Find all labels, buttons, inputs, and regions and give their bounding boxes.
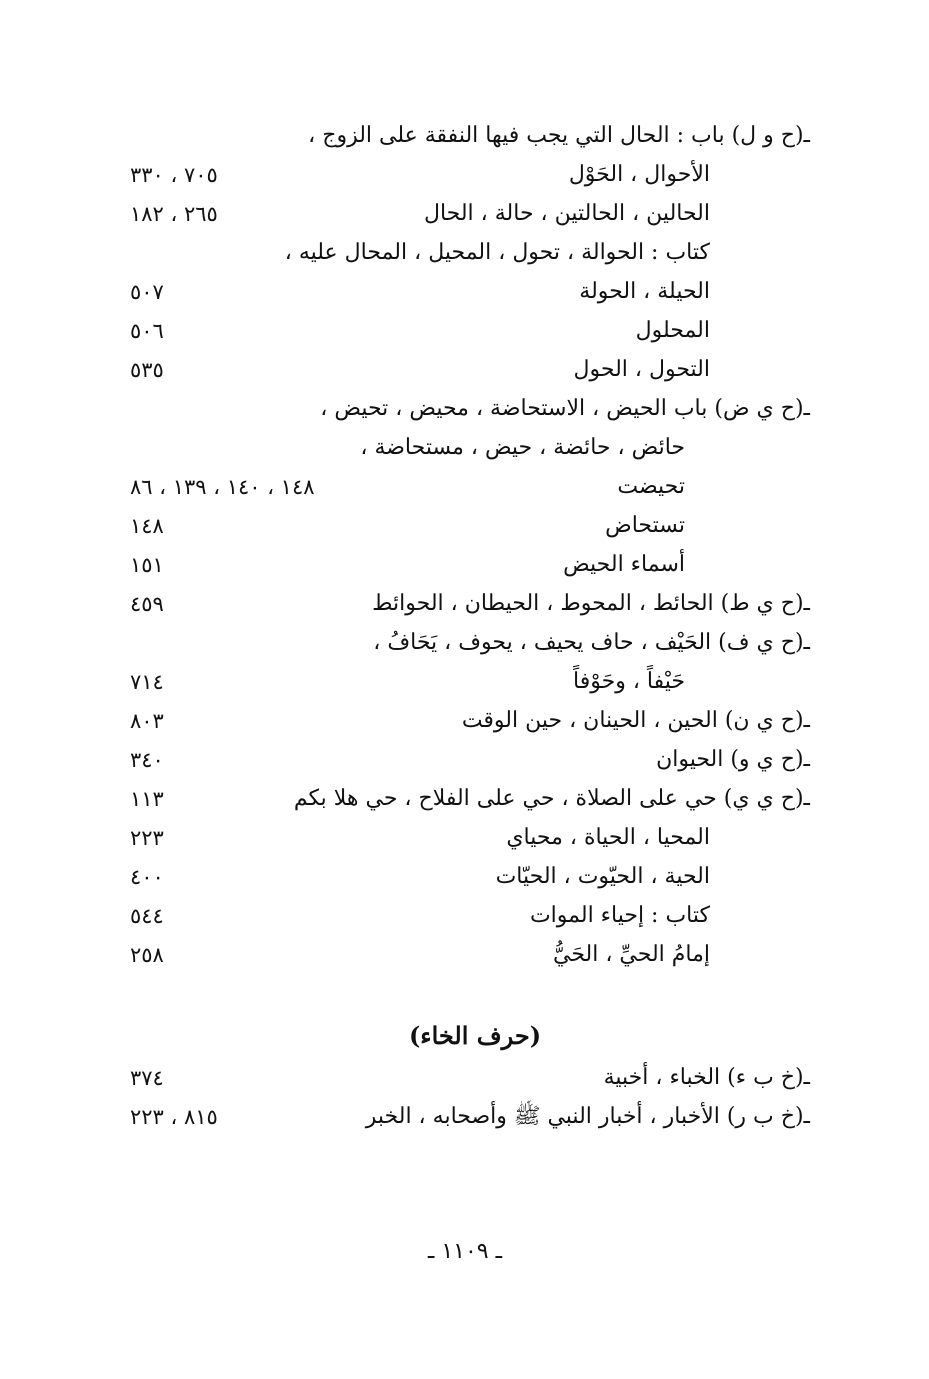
entry-text: إمامُ الحيِّ ، الحَيُّ: [552, 942, 710, 967]
entry-pages: ٨٠٣: [130, 709, 164, 733]
index-entry: [120, 469, 820, 507]
entry-pages: ٣٧٤: [130, 1066, 164, 1090]
entry-text: ـ(ح ي ط) الحائط ، المحوط ، الحيطان ، الحوائط: [372, 591, 810, 616]
entry-text: الأحوال ، الحَوْل: [568, 162, 710, 187]
entry-text: ـ(ح ي ي) حي على الصلاة ، حي على الفلاح ، حي هلا بكم: [293, 786, 810, 811]
page-number: ـ ١١٠٩ ـ: [427, 1239, 503, 1264]
index-entry: [120, 430, 820, 468]
entry-pages: ٤٥٩: [130, 592, 164, 616]
entry-pages: ٤٠٠: [130, 865, 164, 889]
entry-text: المحيا ، الحياة ، محياي: [506, 825, 710, 850]
entry-text: ـ(ح ي ن) الحين ، الحينان ، حين الوقت: [461, 708, 810, 733]
entry-pages: ٥٠٦: [130, 319, 164, 343]
entry-text: تستحاض: [605, 513, 685, 538]
index-entry: [120, 898, 820, 936]
entry-pages: ٢٥٨: [130, 943, 164, 967]
entry-pages: ١١٣: [130, 787, 164, 811]
index-entry: [120, 742, 820, 780]
index-entry: [120, 937, 820, 975]
entry-pages: ٧٠٥ ، ٣٣٠: [130, 163, 218, 187]
entry-text: المحلول: [635, 318, 710, 343]
index-entry: [120, 235, 820, 273]
entry-pages: ٧١٤: [130, 670, 164, 694]
entry-pages: ١٥١: [130, 553, 164, 577]
index-entry: [120, 703, 820, 741]
entry-pages: ٨١٥ ، ٢٢٣: [130, 1105, 218, 1129]
entry-text: ـ(خ ب ر) الأخبار ، أخبار النبي ﷺ وأصحابه ، الخبر: [365, 1104, 810, 1129]
entry-text: حائض ، حائضة ، حيض ، مستحاضة ،: [360, 435, 685, 460]
entry-text: الحيلة ، الحولة: [579, 279, 710, 304]
entry-text: ـ(ح ي و) الحيوان: [656, 747, 810, 772]
entry-pages: ٥٣٥: [130, 358, 164, 382]
index-entry: [120, 157, 820, 195]
entry-text: كتاب : الحوالة ، تحول ، المحيل ، المحال عليه ،: [284, 240, 710, 265]
index-entry: [120, 781, 820, 819]
index-entry: [120, 664, 820, 702]
entry-text: ـ(ح ي ف) الحَيْف ، حاف يحيف ، يحوف ، يَحَافُ ،: [373, 630, 810, 655]
entry-text: أسماء الحيض: [563, 552, 685, 577]
entry-pages: ١٤٨ ، ١٤٠ ، ١٣٩ ، ٨٦: [130, 475, 315, 499]
entry-text: التحول ، الحول: [573, 357, 710, 382]
entry-text: تحيضت: [617, 474, 685, 499]
entry-pages: ٥٠٧: [130, 280, 164, 304]
entry-pages: ٥٤٤: [130, 904, 164, 928]
entry-pages: ٢٢٣: [130, 826, 164, 850]
entry-pages: ٢٦٥ ، ١٨٢: [130, 202, 218, 226]
index-entry: [120, 859, 820, 897]
index-entry: [120, 1099, 820, 1137]
index-entry: [120, 586, 820, 624]
entry-text: الحالين ، الحالتين ، حالة ، الحال: [423, 201, 710, 226]
index-entry: [120, 820, 820, 858]
index-entry: [120, 508, 820, 546]
entry-pages: ٣٤٠: [130, 748, 164, 772]
entry-text: ـ(ح ي ض) باب الحيض ، الاستحاضة ، محيض ، تحيض ،: [320, 396, 810, 421]
index-entry: [120, 1060, 820, 1098]
entry-text: ـ(خ ب ء) الخباء ، أخبية: [603, 1065, 810, 1090]
index-entry: [120, 547, 820, 585]
index-entry: [120, 352, 820, 390]
entry-pages: ١٤٨: [130, 514, 164, 538]
entry-text: ـ(ح و ل) باب : الحال التي يجب فيها النفقة على الزوج ،: [308, 123, 810, 148]
index-entry: [120, 196, 820, 234]
entry-text: كتاب : إحياء الموات: [529, 903, 710, 928]
index-entry: [120, 118, 820, 156]
index-entry: [120, 625, 820, 663]
index-entry: [120, 274, 820, 312]
entry-text: الحية ، الحيّوت ، الحيّات: [495, 864, 710, 889]
entry-text: حَيْفاً ، وحَوْفاً: [573, 669, 685, 694]
section-heading: (حرف الخاء): [408, 1021, 542, 1050]
index-entry: [120, 313, 820, 351]
index-entry: [120, 391, 820, 429]
